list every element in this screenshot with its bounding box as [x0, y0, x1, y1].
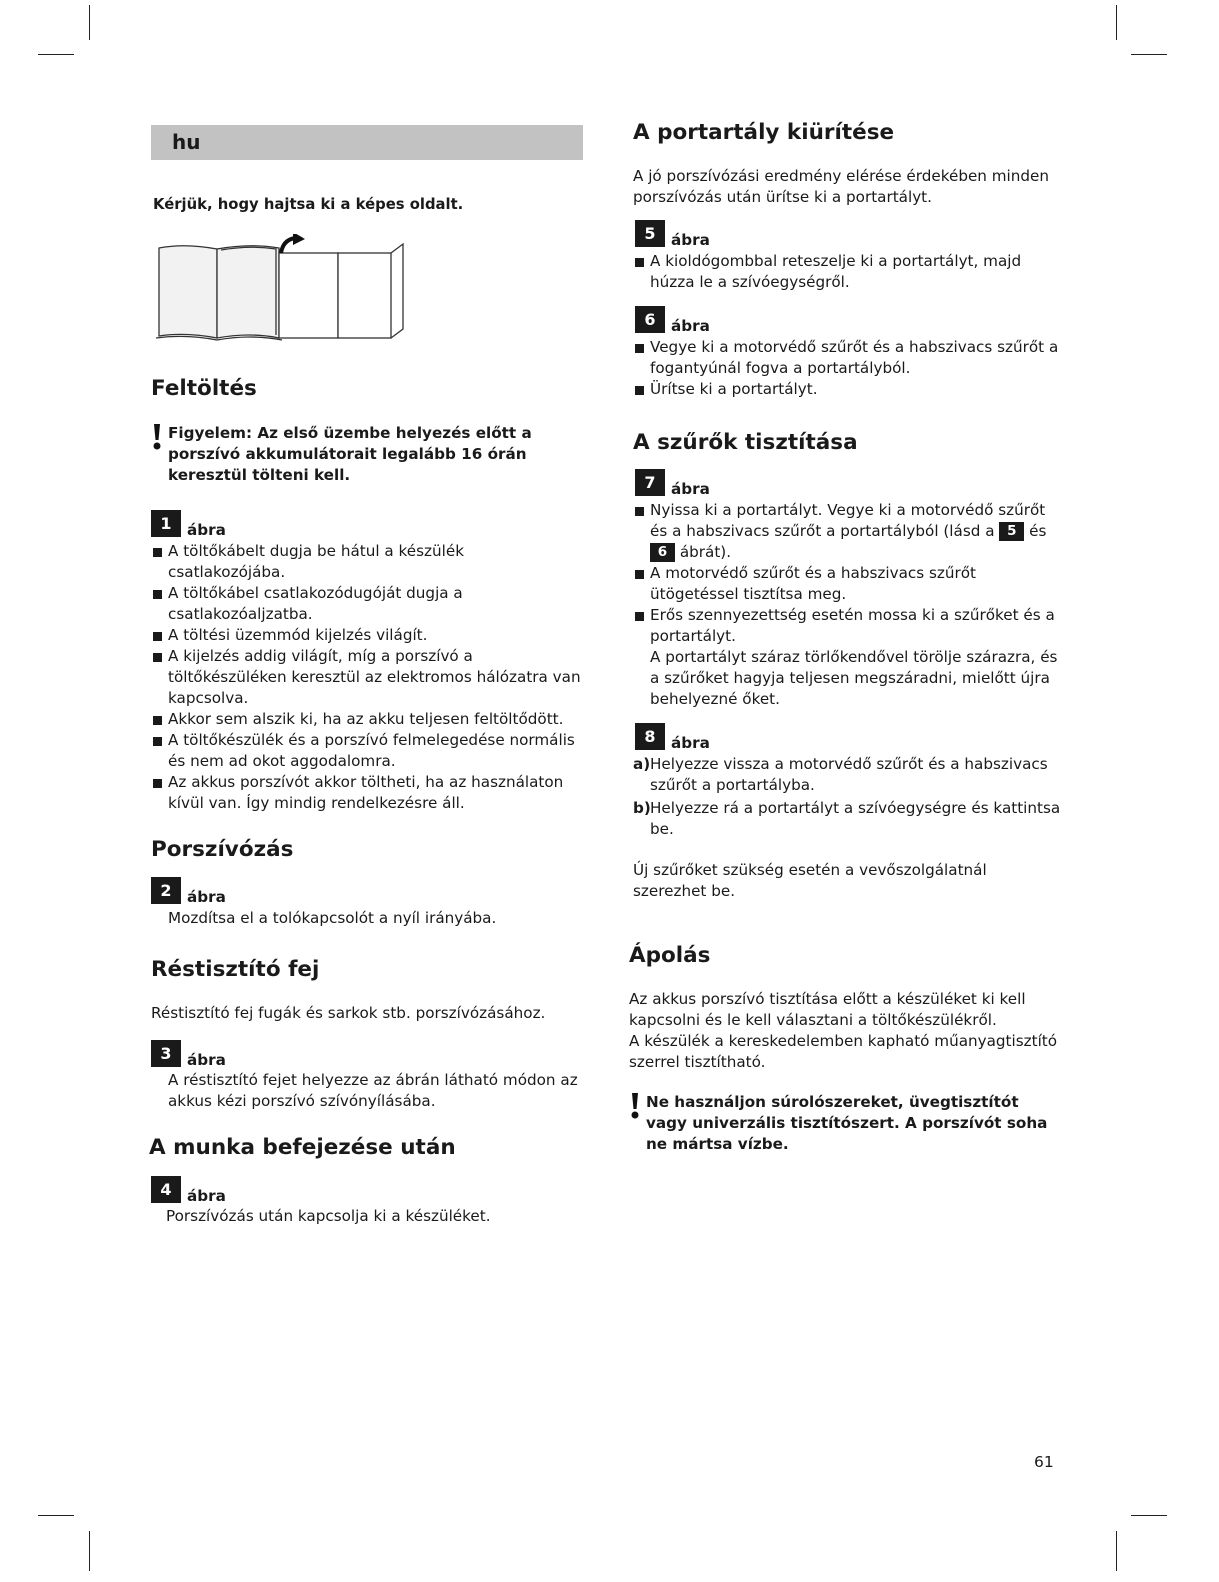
figure-label: ábra	[187, 1187, 226, 1205]
inline-figure-ref-6: 6	[650, 543, 675, 562]
section-title-charging: Feltöltés	[151, 376, 257, 401]
exclamation-icon	[151, 423, 163, 455]
warning-charging: Figyelem: Az első üzembe helyezés előtt a porszívó akkumulátorait legalább 16 órán keresztül tölteni kell.	[151, 423, 583, 486]
crop-mark	[38, 54, 74, 55]
right-column	[629, 118, 1063, 1155]
figure-ref-1	[151, 510, 583, 537]
figure-number: 3	[151, 1040, 181, 1067]
page-number: 61	[1034, 1453, 1054, 1471]
figure-label: ábra	[187, 888, 226, 906]
figure-number: 7	[635, 469, 665, 496]
list-item: A töltőkábelt dugja be hátul a készülék csatlakozójába.	[151, 541, 583, 583]
crevice-intro: Réstisztító fej fugák és sarkok stb. porszívózásához.	[151, 1004, 546, 1022]
crop-mark	[89, 5, 90, 40]
filter-cleaning-steps	[633, 500, 1063, 710]
warning-care: Ne használjon súrolószereket, üvegtisztítót vagy univerzális tisztítószert. A porszívót soha ne mártsa vízbe.	[629, 1092, 1063, 1155]
crop-mark	[1131, 54, 1167, 55]
list-item: Vegye ki a motorvédő szűrőt és a habszivacs szűrőt a fogantyúnál fogva a portartályból.	[633, 337, 1063, 379]
list-item: A töltési üzemmód kijelzés világít.	[151, 625, 583, 646]
figure-ref-2	[151, 877, 583, 904]
figure-label: ábra	[671, 231, 710, 249]
list-item: Az akkus porszívót akkor töltheti, ha az használaton kívül van. Így mindig rendelkezésre áll.	[151, 772, 583, 814]
section-title-crevice: Réstisztító fej	[151, 957, 320, 982]
crop-mark	[89, 1531, 90, 1571]
figure-ref-5	[635, 220, 1063, 247]
emptying-steps-6	[633, 337, 1063, 400]
crop-mark	[38, 1515, 74, 1516]
language-header: hu	[151, 125, 583, 160]
figure-number: 1	[151, 510, 181, 537]
list-item: A töltőkészülék és a porszívó felmelegedése normális és nem ad okot aggodalomra.	[151, 730, 583, 772]
section-title-after-work: A munka befejezése után	[149, 1135, 456, 1160]
vacuuming-text: Mozdítsa el a tolókapcsolót a nyíl irányába.	[168, 909, 497, 927]
left-column	[151, 125, 583, 1227]
charging-steps	[151, 541, 583, 814]
replacement-filters-note: Új szűrőket szükség esetén a vevőszolgálatnál szerezhet be.	[633, 861, 987, 900]
emptying-steps-5	[633, 251, 1063, 293]
emptying-intro: A jó porszívózási eredmény elérése érdekében minden porszívózás után ürítse ki a portartályt.	[633, 167, 1050, 206]
step-b: b) Helyezze rá a portartályt a szívóegységre és kattintsa be.	[633, 799, 1061, 838]
step-a: a) Helyezze vissza a motorvédő szűrőt és a habszivacs szűrőt a portartályba.	[633, 755, 1048, 794]
crop-mark	[1116, 5, 1117, 40]
care-text-1: Az akkus porszívó tisztítása előtt a készüléket ki kell kapcsolni és le kell választani a töltőkészülékről.	[629, 990, 1026, 1029]
figure-number: 6	[635, 306, 665, 333]
figure-label: ábra	[671, 317, 710, 335]
figure-ref-8	[635, 723, 1063, 750]
crop-mark	[1131, 1515, 1167, 1516]
figure-label: ábra	[187, 521, 226, 539]
figure-number: 2	[151, 877, 181, 904]
fold-out-illustration	[155, 234, 583, 344]
list-item: Akkor sem alszik ki, ha az akku teljesen feltöltődött.	[151, 709, 583, 730]
care-text-2: A készülék a kereskedelemben kapható műanyagtisztító szerrel tisztítható.	[629, 1032, 1058, 1071]
crevice-text: A réstisztító fejet helyezze az ábrán látható módon az akkus kézi porszívó szívónyílásába.	[168, 1071, 578, 1110]
figure-label: ábra	[187, 1051, 226, 1069]
list-item: A töltőkábel csatlakozódugóját dugja a csatlakozóaljzatba.	[151, 583, 583, 625]
list-item: Ürítse ki a portartályt.	[633, 379, 1063, 400]
figure-label: ábra	[671, 480, 710, 498]
crop-mark	[1116, 1531, 1117, 1571]
inline-figure-ref-5: 5	[999, 522, 1024, 541]
section-title-vacuuming: Porszívózás	[151, 837, 294, 862]
figure-ref-7	[635, 469, 1063, 496]
list-item: Nyissa ki a portartályt. Vegye ki a motorvédő szűrőt és a habszivacs szűrőt a portartályból (lásd a 5 és 6 ábrát).	[633, 500, 1063, 563]
figure-ref-6	[635, 306, 1063, 333]
exclamation-icon	[629, 1092, 641, 1124]
list-item: A motorvédő szűrőt és a habszivacs szűrőt ütögetéssel tisztítsa meg.	[633, 563, 1063, 605]
section-title-emptying: A portartály kiürítése	[633, 120, 895, 145]
figure-ref-4	[151, 1176, 583, 1203]
figure-number: 5	[635, 220, 665, 247]
figure-number: 4	[151, 1176, 181, 1203]
figure-number: 8	[635, 723, 665, 750]
list-item: A kioldógombbal reteszelje ki a portartályt, majd húzza le a szívóegységről.	[633, 251, 1063, 293]
figure-ref-3	[151, 1040, 583, 1067]
figure-label: ábra	[671, 734, 710, 752]
list-item: Erős szennyezettség esetén mossa ki a szűrőket és a portartályt. A portartályt száraz törlőkendővel törölje szárazra, és a szűrőket hagyja teljesen megszáradni, mielőtt újra behelyezné őket.	[633, 605, 1063, 710]
fold-out-note: Kérjük, hogy hajtsa ki a képes oldalt.	[153, 196, 464, 213]
after-work-text: Porszívózás után kapcsolja ki a készüléket.	[166, 1207, 491, 1225]
section-title-filters: A szűrők tisztítása	[633, 430, 858, 455]
list-item: A kijelzés addig világít, míg a porszívó a töltőkészüléken keresztül az elektromos hálózatra van kapcsolva.	[151, 646, 583, 709]
section-title-care: Ápolás	[629, 943, 711, 968]
